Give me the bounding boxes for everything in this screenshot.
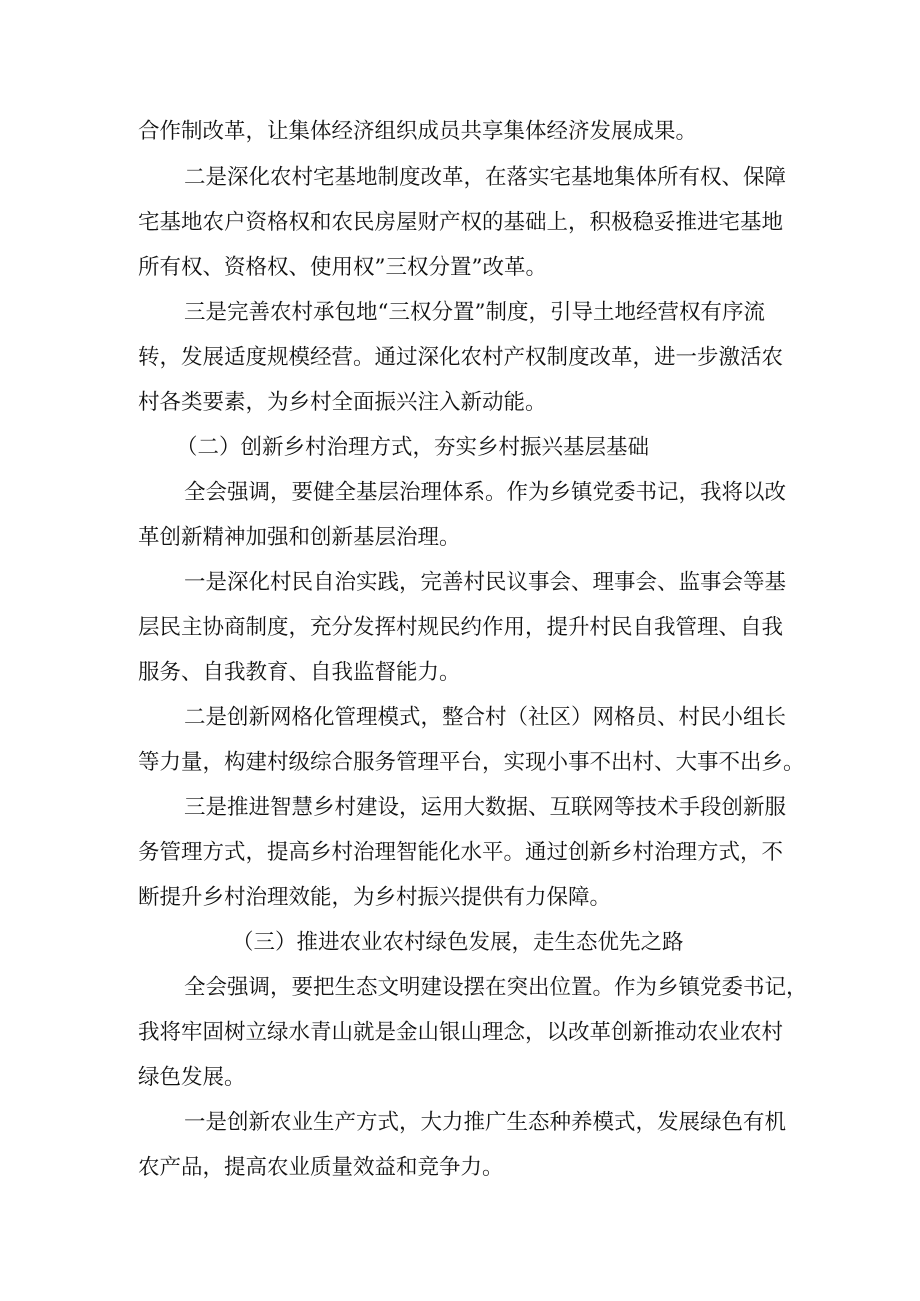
paragraph-first-line: 二是深化农村宅基地制度改革，在落实宅基地集体所有权、保障 [184, 165, 787, 190]
text-line: 所有权、资格权、使用权”三权分置”改革。 [138, 255, 547, 280]
text-line: 合作制改革，让集体经济组织成员共享集体经济发展成果。 [138, 119, 698, 144]
text-line: 层民主协商制度，充分发挥村规民约作用，提升村民自我管理、自我 [138, 615, 784, 640]
section-heading-2: （二）创新乡村治理方式，夯实乡村振兴基层基础 [176, 435, 650, 460]
section-heading-3: （三）推进农业农村绿色发展，走生态优先之路 [232, 930, 684, 955]
text-line: 农产品，提高农业质量效益和竞争力。 [138, 1155, 504, 1180]
text-line: 断提升乡村治理效能，为乡村振兴提供有力保障。 [138, 885, 612, 910]
paragraph-first-line: 一是深化村民自治实践，完善村民议事会、理事会、监事会等基 [184, 570, 787, 595]
paragraph-first-line: 三是推进智慧乡村建设，运用大数据、互联网等技术手段创新服 [184, 795, 787, 820]
paragraph-first-line: 全会强调，要把生态文明建设摆在突出位置。作为乡镇党委书记， [184, 975, 808, 1000]
text-line: 转，发展适度规模经营。通过深化农村产权制度改革，进一步激活农 [138, 345, 784, 370]
paragraph-first-line: 全会强调，要健全基层治理体系。作为乡镇党委书记，我将以改 [184, 480, 787, 505]
text-line: 服务、自我教育、自我监督能力。 [138, 660, 461, 685]
text-line: 村各类要素，为乡村全面振兴注入新动能。 [138, 390, 547, 415]
text-line: 革创新精神加强和创新基层治理。 [138, 525, 461, 550]
text-line: 务管理方式，提高乡村治理智能化水平。通过创新乡村治理方式，不 [138, 840, 784, 865]
paragraph-first-line: 一是创新农业生产方式，大力推广生态种养模式，发展绿色有机 [184, 1110, 787, 1135]
text-line: 宅基地农户资格权和农民房屋财产权的基础上，积极稳妥推进宅基地 [138, 210, 784, 235]
text-line: 等力量，构建村级综合服务管理平台，实现小事不出村、大事不出乡。 [138, 750, 805, 775]
paragraph-first-line: 三是完善农村承包地“三权分置”制度，引导土地经营权有序流 [184, 300, 765, 325]
paragraph-first-line: 二是创新网格化管理模式，整合村（社区）网格员、村民小组长 [184, 705, 787, 730]
text-line: 绿色发展。 [138, 1065, 246, 1090]
text-line: 我将牢固树立绿水青山就是金山银山理念，以改革创新推动农业农村 [138, 1020, 784, 1045]
